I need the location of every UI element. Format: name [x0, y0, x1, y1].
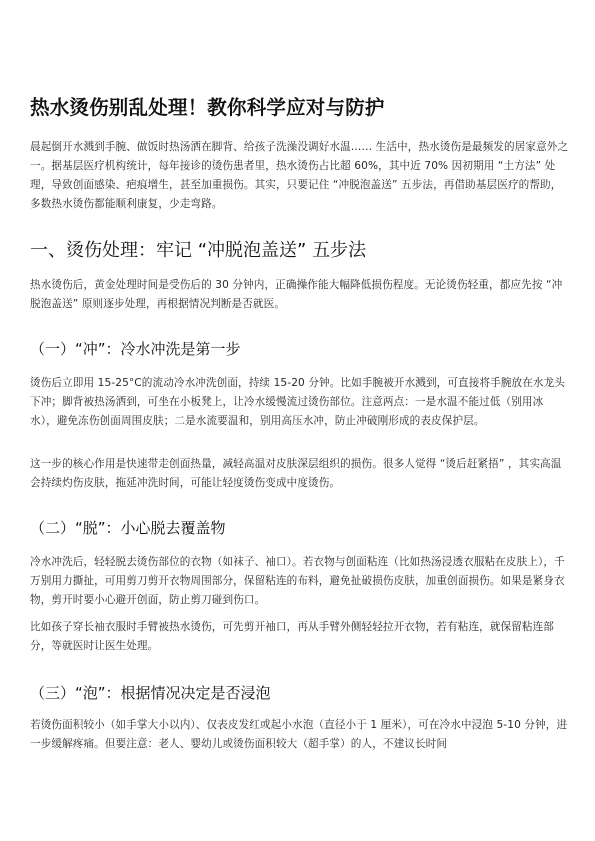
step-rinse-paragraph-1: 烫伤后立即用 15-25°C的流动冷水冲洗创面，持续 15-20 分钟。比如手腕被开水溅到，可直接将手腕放在水龙头下冲；脚背被热汤洒到，可坐在小板凳上，让冷水缓慢流过烫伤部位。注意两点：一是水温不能过低（别用冰水），避免冻伤创面周围皮肤；二是水流要温和，别用高压水冲，防止冲破刚形成的表皮保护层。: [30, 377, 565, 427]
step-remove-paragraph-1: 冷水冲洗后，轻轻脱去烫伤部位的衣物（如袜子、袖口）。若衣物与创面粘连（比如热汤浸透衣服粘在皮肤上），千万别用力撕扯，可用剪刀剪开衣物周围部分，保留粘连的布料，避免扯破损伤皮肤，加重创面损伤。如果是紧身衣物，剪开时要小心避开创面，防止剪刀碰到伤口。: [30, 556, 565, 606]
article-title: 热水烫伤别乱处理！教你科学应对与防护: [30, 96, 385, 119]
section-heading-treatment: 一、烫伤处理：牢记 “冲脱泡盖送” 五步法: [30, 240, 367, 261]
step-rinse-paragraph-2: 这一步的核心作用是快速带走创面热量，减轻高温对皮肤深层组织的损伤。很多人觉得 “烫后赶紧捂” ，其实高温会持续灼伤皮肤，拖延冲洗时间，可能让轻度烫伤变成中度烫伤。: [30, 458, 562, 489]
step-heading-rinse: （一）“冲”：冷水冲洗是第一步: [30, 340, 241, 358]
step-remove-paragraph-2: 比如孩子穿长袖衣服时手臂被热水烫伤，可先剪开袖口，再从手臂外侧轻轻拉开衣物，若有粘连，就保留粘连部分，等就医时让医生处理。: [30, 621, 554, 652]
intro-paragraph: 晨起倒开水溅到手腕、做饭时热汤洒在脚背、给孩子洗澡没调好水温…… 生活中，热水烫伤是最频发的居家意外之一。据基层医疗机构统计，每年接诊的烫伤患者里，热水烫伤占比超 60%，其中近 70% 因初期用 “土方法” 处理，导致创面感染、疤痕增生，甚至加重损伤。其实，只要记住 “冲脱泡盖送” 五步法，再借助基层医疗的帮助，多数热水烫伤都能顺利康复，少走弯路。: [30, 141, 569, 210]
step-heading-remove: （二）“脱”：小心脱去覆盖物: [30, 519, 226, 537]
step-soak-paragraph-1: 若烫伤面积较小（如手掌大小以内）、仅表皮发红或起小水泡（直径小于 1 厘米），可在冷水中浸泡 5-10 分钟，进一步缓解疼痛。但要注意：老人、婴幼儿或烫伤面积较大（超手掌）的人，不建议长时间: [30, 719, 568, 750]
section-treatment-paragraph: 热水烫伤后，黄金处理时间是受伤后的 30 分钟内，正确操作能大幅降低损伤程度。无论烫伤轻重，都应先按 “冲脱泡盖送” 原则逐步处理，再根据情况判断是否就医。: [30, 279, 563, 310]
step-heading-soak: （三）“泡”：根据情况决定是否浸泡: [30, 684, 271, 702]
